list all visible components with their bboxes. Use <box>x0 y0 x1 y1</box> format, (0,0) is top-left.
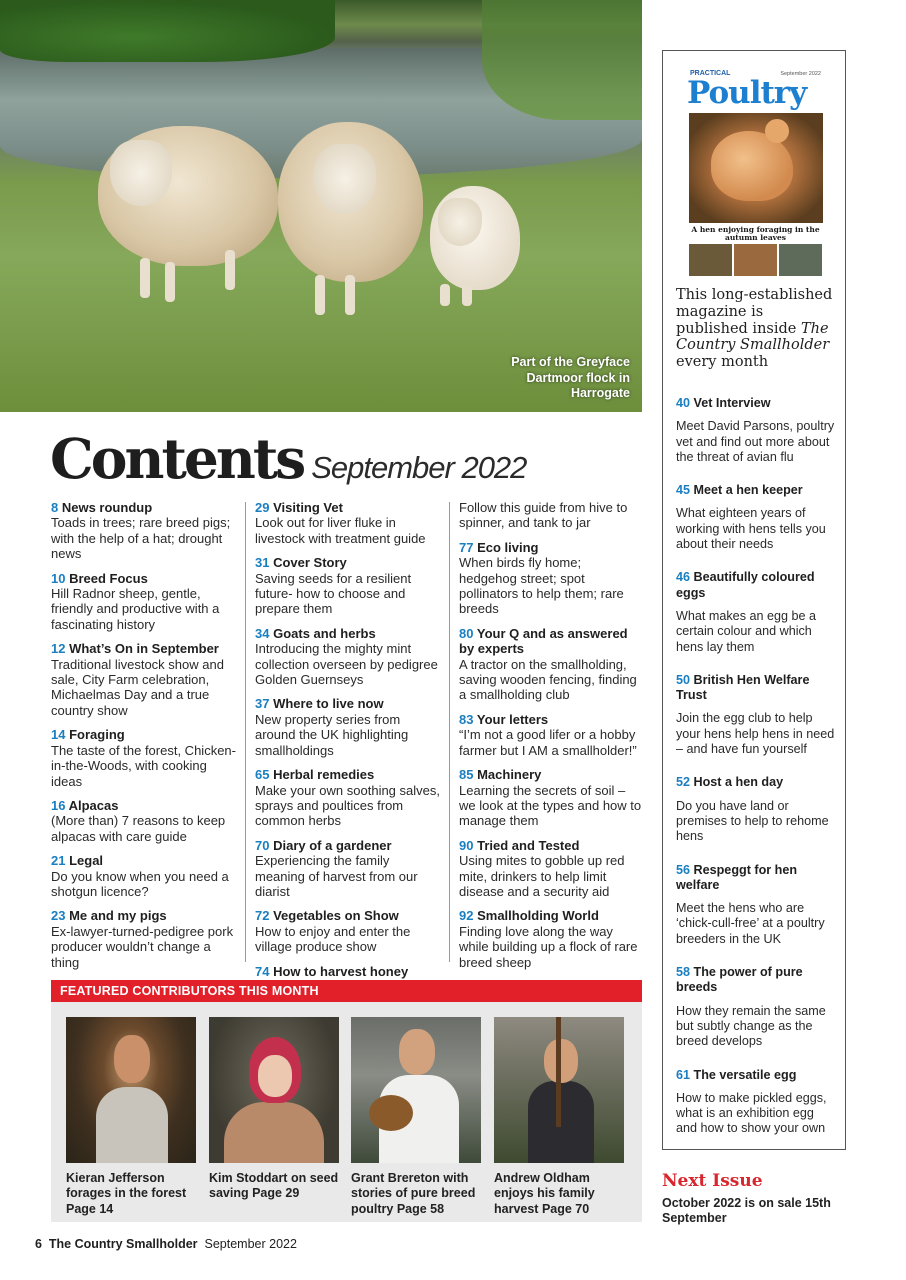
page-number: 31 <box>255 555 270 571</box>
page-number: 45 <box>676 483 691 498</box>
cover-caption: A hen enjoying foraging in the autumn leaves <box>691 225 820 242</box>
sidebar-entry[interactable] <box>676 965 836 1049</box>
cover-hen-photo <box>689 113 823 223</box>
entry-description: Using mites to gobble up red mite, drinkers to help limit disease and a security aid <box>459 853 625 899</box>
entry-description: Saving seeds for a resilient future- how to choose and prepare them <box>255 570 412 617</box>
entry-description: Toads in trees; rare breed pigs; with the help of a hat; drought news <box>51 515 231 562</box>
entry-heading: Tried and Tested <box>477 837 580 853</box>
page-number: 72 <box>255 908 270 924</box>
page-number: 50 <box>676 672 691 687</box>
sidebar-entry[interactable] <box>676 673 836 757</box>
contents-entry[interactable] <box>459 540 642 617</box>
intro-text: This long-established magazine is published inside <box>676 287 833 337</box>
page-number: 92 <box>459 908 474 924</box>
entry-description: When birds fly home; hedgehog street; spot pollinators to help them; rare breeds <box>459 555 624 617</box>
contents-entry[interactable] <box>255 964 440 979</box>
entry-heading: What’s On in September <box>69 641 219 657</box>
issue-date: September 2022 <box>311 450 527 485</box>
contributor-head <box>399 1029 435 1075</box>
entry-heading: Herbal remedies <box>273 767 375 783</box>
entry-description: Finding love along the way while building up a flock of rare breed sheep <box>459 923 638 970</box>
entry-heading: Your letters <box>476 711 549 727</box>
sheep-face <box>110 140 172 206</box>
sidebar-entry[interactable] <box>676 483 836 552</box>
cover-brand: Poultry <box>687 75 807 111</box>
page-number: 12 <box>51 641 66 657</box>
footer-page-number: 6 <box>35 1237 42 1251</box>
page-number: 8 <box>51 500 59 515</box>
page-number: 90 <box>459 837 474 853</box>
hen-head <box>765 119 789 143</box>
sidebar-entry[interactable] <box>676 396 836 465</box>
contributor-caption[interactable]: Grant Brereton with stories of pure breed poultry Page 58 <box>351 1171 476 1216</box>
sidebar-entry[interactable] <box>676 570 836 654</box>
entry-description: Do you have land or premises to help to rehome hens <box>676 798 829 844</box>
entry-description: New property series from around the UK highlighting smallholdings <box>255 711 409 758</box>
page-number: 37 <box>255 696 270 712</box>
contents-entry[interactable] <box>255 908 440 954</box>
entry-description: Do you know when you need a shotgun licence? <box>51 868 229 899</box>
contributor-head <box>544 1039 578 1083</box>
page-number: 83 <box>459 711 474 727</box>
intro-magazine-title: The Country Smallholder <box>676 320 830 354</box>
entry-heading: Diary of a gardener <box>273 837 392 853</box>
contributor-head <box>258 1055 292 1097</box>
hero-photo <box>0 0 642 412</box>
entry-heading: The power of pure breeds <box>676 965 803 995</box>
page-footer <box>35 1237 297 1251</box>
entry-description: Experiencing the family meaning of harvest from our diarist <box>255 853 418 899</box>
lamb-leg <box>462 284 472 306</box>
entry-heading: Respeggt for hen welfare <box>676 862 798 892</box>
entry-heading: Where to live now <box>273 696 384 712</box>
page-number: 52 <box>676 775 691 790</box>
entry-heading: Vet Interview <box>693 396 771 410</box>
contributor-figure <box>96 1087 168 1163</box>
column-divider <box>245 502 246 962</box>
sidebar-entry[interactable] <box>676 775 836 844</box>
entry-heading: Machinery <box>477 767 542 783</box>
contents-heading: Contents <box>50 426 304 491</box>
poultry-magazine-cover[interactable] <box>687 68 824 274</box>
contents-entry[interactable] <box>255 500 440 546</box>
lamb-leg <box>440 284 450 306</box>
contributor-photo-kim[interactable] <box>209 1017 339 1163</box>
entry-heading: The versatile egg <box>693 1067 797 1082</box>
cover-thumbnail <box>734 244 777 276</box>
sheep-leg <box>225 250 235 290</box>
entry-description: Look out for liver fluke in livestock with treatment guide <box>255 515 426 546</box>
contents-entry[interactable] <box>51 500 241 562</box>
page-number: 23 <box>51 908 66 924</box>
contents-entry[interactable] <box>51 641 241 718</box>
page-number: 34 <box>255 625 270 641</box>
contents-entry[interactable] <box>51 571 241 633</box>
entry-heading: Smallholding World <box>477 908 599 924</box>
entry-description: Join the egg club to help your hens help hens in need – and have fun yourself <box>676 711 835 757</box>
contributor-figure <box>224 1102 324 1163</box>
entry-description: Introducing the mighty mint collection overseen by pedigree Golden Guernseys <box>255 641 438 688</box>
entry-description: Meet the hens who are ‘chick-cull-free’ at a poultry breeders in the UK <box>676 901 825 946</box>
entry-heading: Foraging <box>69 727 125 743</box>
contents-entry[interactable] <box>459 908 642 970</box>
chicken-icon <box>369 1095 413 1131</box>
hedge <box>0 0 335 62</box>
entry-heading: Vegetables on Show <box>273 908 399 924</box>
entry-description: Make your own soothing salves, sprays and poultices from common herbs <box>255 782 440 829</box>
entry-heading: Goats and herbs <box>273 625 376 641</box>
entry-heading: How to harvest honey <box>273 963 409 979</box>
contents-entry[interactable] <box>255 555 440 617</box>
contents-entry[interactable] <box>459 838 642 900</box>
lamb-face <box>438 198 482 246</box>
contents-entry[interactable] <box>51 798 241 844</box>
contents-entry[interactable] <box>51 853 241 899</box>
entry-heading: Meet a hen keeper <box>693 483 803 498</box>
contents-entry[interactable] <box>459 767 642 829</box>
hero-caption: Part of the Greyface Dartmoor flock in Harrogate <box>511 355 630 400</box>
entry-description: How they remain the same but subtly change as the breed develops <box>676 1003 826 1049</box>
contributor-photo-kieran[interactable] <box>66 1017 196 1163</box>
contents-entry[interactable] <box>255 626 440 688</box>
continued-description: Follow this guide from hive to spinner, and tank to jar <box>459 500 628 531</box>
entry-description: The taste of the forest, Chicken-in-the-Woods, with cooking ideas <box>51 742 236 789</box>
lamb <box>430 186 520 290</box>
page-number: 58 <box>676 965 691 980</box>
next-issue-heading: Next Issue <box>662 1171 763 1191</box>
entry-heading: Eco living <box>477 539 539 555</box>
reeds <box>482 0 642 120</box>
page-number: 16 <box>51 797 66 813</box>
page-number: 29 <box>255 500 270 515</box>
page-number: 21 <box>51 853 66 869</box>
page-number: 65 <box>255 767 270 783</box>
contributor-photo-andrew[interactable] <box>494 1017 624 1163</box>
contributor-caption[interactable]: Andrew Oldham enjoys his family harvest Page 70 <box>494 1171 595 1216</box>
page-number: 80 <box>459 625 474 641</box>
contributor-head <box>114 1035 150 1083</box>
entry-description: A tractor on the smallholding, saving wooden fencing, finding a smallholding club <box>459 656 637 703</box>
next-issue-text: October 2022 is on sale 15th September <box>662 1196 831 1226</box>
cover-date: September 2022 <box>780 71 821 77</box>
entry-description: How to enjoy and enter the village produce show <box>255 923 411 955</box>
entry-heading: Visiting Vet <box>273 500 343 515</box>
intro-text: every month <box>676 354 769 371</box>
page-number: 10 <box>51 570 66 586</box>
contents-entry[interactable] <box>459 626 642 703</box>
cover-brand-small: PRACTICAL <box>690 70 731 77</box>
page-number: 40 <box>676 396 691 410</box>
fork-icon <box>556 1017 561 1127</box>
page-title <box>50 426 526 491</box>
contributor-figure <box>528 1081 594 1163</box>
featured-contributors <box>51 980 642 1222</box>
footer-date: September 2022 <box>204 1237 297 1251</box>
sidebar-entry[interactable] <box>676 1068 836 1137</box>
contents-entry[interactable] <box>255 696 440 758</box>
entry-description: Meet David Parsons, poultry vet and find out more about the threat of avian flu <box>676 419 835 464</box>
sidebar-contents <box>676 396 836 1155</box>
entry-description: What eighteen years of working with hens tells you about their needs <box>676 506 826 552</box>
entry-description: How to make pickled eggs, what is an exhibition egg and how to show your own <box>676 1090 827 1136</box>
contents-entry[interactable] <box>51 908 241 970</box>
contents-column-3 <box>459 500 642 979</box>
contents-entry[interactable] <box>459 712 642 758</box>
cover-thumbnail <box>779 244 822 276</box>
contributor-caption[interactable]: Kieran Jefferson forages in the forest Page 14 <box>66 1171 187 1216</box>
page-number: 56 <box>676 862 691 877</box>
contributor-caption[interactable]: Kim Stoddart on seed saving Page 29 <box>209 1171 339 1201</box>
entry-heading: Your Q and as answered by experts <box>459 625 628 657</box>
sidebar-intro <box>676 287 836 371</box>
contents-column-2 <box>255 500 440 988</box>
contents-entry[interactable] <box>51 727 241 789</box>
entry-heading: British Hen Welfare Trust <box>676 672 810 703</box>
cover-thumbnail <box>689 244 732 276</box>
entry-heading: Alpacas <box>68 797 119 813</box>
contributor-photo-grant[interactable] <box>351 1017 481 1163</box>
page-number: 74 <box>255 963 270 979</box>
entry-description: What makes an egg be a certain colour and which hens lay them <box>676 608 817 654</box>
entry-description: Traditional livestock show and sale, City Farm celebration, Michaelmas Day and a true country show <box>51 656 224 718</box>
entry-heading: Cover Story <box>273 555 347 571</box>
entry-description: (More than) 7 reasons to keep alpacas with care guide <box>51 813 226 844</box>
sheep-leg <box>345 275 355 315</box>
sheep-middle <box>278 122 423 282</box>
entry-description: “I’m not a good lifer or a hobby farmer but I AM a smallholder!” <box>459 727 637 758</box>
entry-heading: News roundup <box>61 500 153 515</box>
page-number: 14 <box>51 727 66 743</box>
entry-description: Learning the secrets of soil – we look at the types and how to manage them <box>459 782 642 829</box>
entry-heading: Legal <box>69 853 104 869</box>
page-number: 77 <box>459 539 474 555</box>
column-divider <box>449 502 450 962</box>
entry-heading: Host a hen day <box>693 775 784 790</box>
contents-entry[interactable] <box>255 838 440 900</box>
entry-description: Hill Radnor sheep, gentle, friendly and productive with a fascinating history <box>51 586 220 632</box>
entry-description: Ex-lawyer-turned-pedigree pork producer wouldn’t change a thing <box>51 923 234 970</box>
page-number: 85 <box>459 767 474 783</box>
contents-column-1 <box>51 500 241 979</box>
sheep-left <box>98 126 278 266</box>
sheep-leg <box>165 262 175 302</box>
contributors-heading: FEATURED CONTRIBUTORS THIS MONTH <box>51 980 642 1002</box>
sheep-face <box>314 144 376 214</box>
sidebar-entry[interactable] <box>676 863 836 947</box>
sheep-leg <box>315 275 325 315</box>
poultry-sidebar <box>662 50 846 1150</box>
page-number: 46 <box>676 570 691 585</box>
sheep-leg <box>140 258 150 298</box>
entry-heading: Breed Focus <box>69 570 148 586</box>
footer-magazine-name: The Country Smallholder <box>48 1237 198 1251</box>
page-number: 70 <box>255 837 270 853</box>
entry-heading: Me and my pigs <box>69 908 167 924</box>
page-number: 61 <box>676 1067 691 1082</box>
entry-heading: Beautifully coloured eggs <box>676 570 815 600</box>
contents-entry[interactable] <box>255 767 440 829</box>
